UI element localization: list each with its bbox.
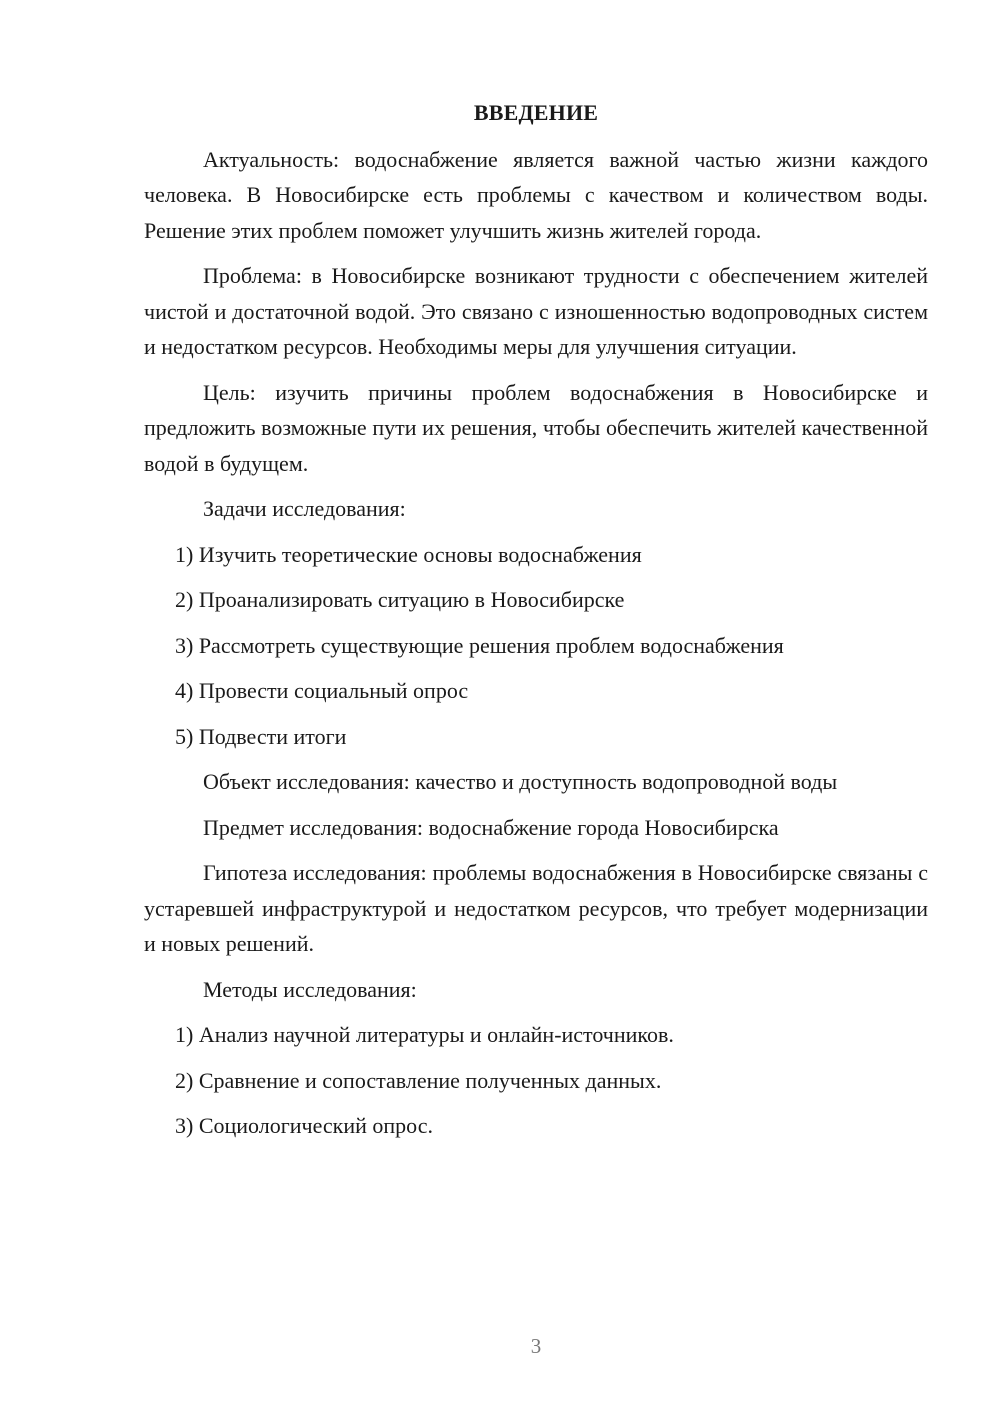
- methods-heading: Методы исследования:: [203, 976, 417, 1002]
- page-number: 3: [530, 1334, 542, 1358]
- method-item: 3) Социологический опрос.: [175, 1113, 433, 1138]
- object-line: Объект исследования: качество и доступность водопроводной воды: [203, 769, 838, 794]
- task-item: 1) Изучить теоретические основы водоснабжения: [175, 541, 642, 567]
- subject-line: Предмет исследования: водоснабжение города Новосибирска: [203, 814, 779, 840]
- task-item: 5) Подвести итоги: [175, 723, 347, 749]
- task-item: 2) Проанализировать ситуацию в Новосибирске: [175, 587, 625, 612]
- tasks-heading: Задачи исследования:: [203, 496, 406, 521]
- goal-paragraph: Цель: изучить причины проблем водоснабжения в Новосибирске и предложить возможные пути их решения, чтобы обеспечить жителей качественной водой в будущем.: [144, 379, 928, 476]
- hypothesis-paragraph: Гипотеза исследования: проблемы водоснабжения в Новосибирске связаны с устаревшей инфраструктурой и недостатком ресурсов, что требует модернизации и новых решений.: [144, 860, 928, 956]
- method-item: 1) Анализ научной литературы и онлайн-источников.: [175, 1022, 674, 1047]
- relevance-paragraph: Актуальность: водоснабжение является важной частью жизни каждого человека. В Новосибирске есть проблемы с качеством и количеством воды. Решение этих проблем поможет улучшить жизнь жителей города.: [144, 146, 928, 243]
- task-item: 4) Провести социальный опрос: [175, 678, 469, 703]
- method-item: 2) Сравнение и сопоставление полученных данных.: [175, 1067, 662, 1093]
- problem-paragraph: Проблема: в Новосибирске возникают трудности с обеспечением жителей чистой и достаточной водой. Это связано с изношенностью водопроводных систем и недостатком ресурсов. Необходимы меры для улучшения ситуации.: [144, 263, 928, 359]
- page-content: [144, 95, 928, 1154]
- task-item: 3) Рассмотреть существующие решения проблем водоснабжения: [175, 632, 784, 658]
- section-title: ВВЕДЕНИЕ: [473, 100, 599, 125]
